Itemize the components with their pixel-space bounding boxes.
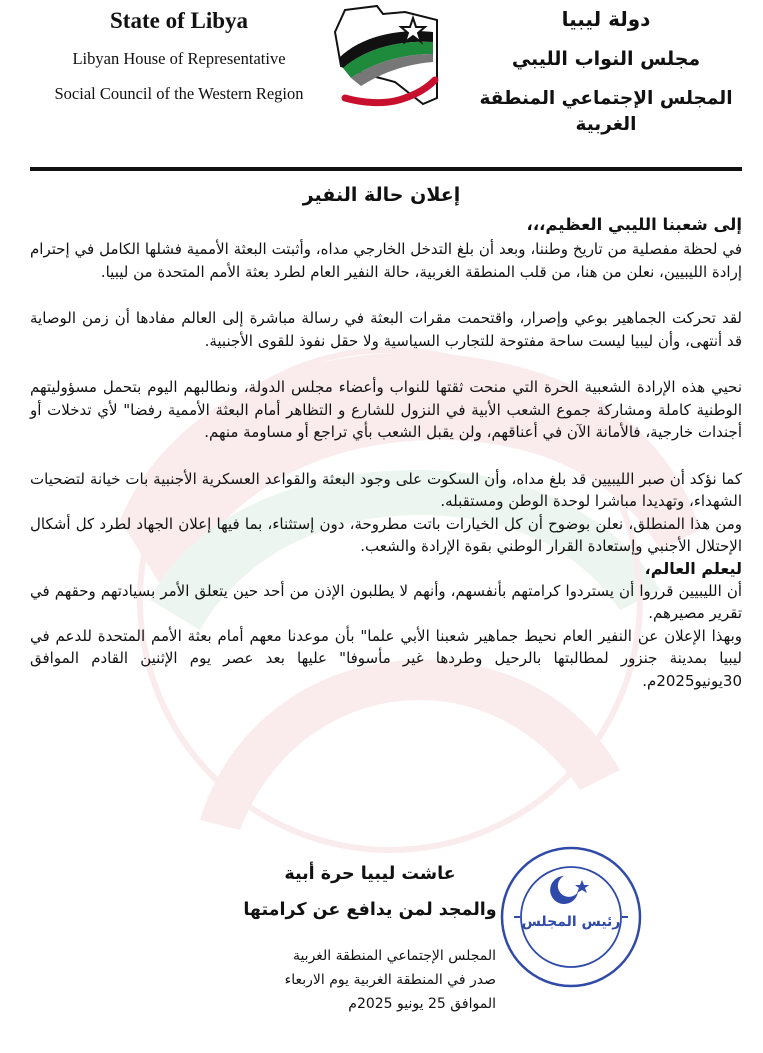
closing-line-1: عاشت ليبيا حرة أبية: [284, 864, 456, 884]
footer-issuer: المجلس الإجتماعي المنطقة الغربية: [292, 948, 496, 964]
paragraph-2: لقد تحركت الجماهير بوعي وإصرار، واقتحمت مقرات البعثة في رسالة مباشرة إلى العالم مفادها أن زمن الوصاية قد أنتهى، وأن ليبيا ليست ساحة مفتوحة للتجارب السياسية ولا حقل نفوذ للقوى الأجنبية.: [30, 309, 742, 350]
document-body: [30, 212, 742, 692]
house-name-ar: مجلس النواب الليبي: [511, 48, 701, 70]
paragraph-3: نحيي هذه الإرادة الشعبية الحرة التي منحت ثقتها للنواب وأعضاء مجلس الدولة، ونطالبهم اليوم بتحمل مسؤوليتهم الوطنية كاملة ومشاركة جموع الشعب الأبية في النزول للشارع و التظاهر أمام البعثة الأممية رفضا" لأي تدخلات أو أجندات خارجية، فالأمانة الآن في أعناقهم، ولن يقبل الشعب بأي تراجع أو مساومة منهم.: [30, 378, 742, 441]
closing-line-2: والمجد لمن يدافع عن كرامتها: [243, 900, 497, 920]
star-icon: [575, 880, 589, 893]
stamp-center-text: رئيس المجلس: [521, 914, 621, 930]
footer-date: الموافق 25 يونيو 2025م: [348, 996, 496, 1012]
paragraph-4: كما نؤكد أن صبر الليبيين قد بلغ مداه، وأن السكوت على وجود البعثة والقواعد العسكرية الأجنبية بات خيانة لتضحيات الشهداء، وتهديدا مباشرا لوحدة الوطن ومستقبله.: [30, 469, 742, 510]
council-name-ar: المجلس الإجتماعي المنطقة الغربية: [479, 88, 733, 135]
document-title: إعلان حالة النفير: [302, 184, 461, 206]
header-english: [14, 6, 344, 105]
house-name-en: Libyan House of Representative: [72, 49, 286, 68]
closing-slogan: [240, 856, 500, 928]
paragraph-1: في لحظة مفصلية من تاريخ وطننا، وبعد أن بلغ التدخل الخارجي مداه، وأثبتت البعثة الأممية فشلها الكامل في إحترام إرادة الليبيين، نعلن من هنا، من قلب المنطقة الغربية، حالة النفير العام لطرد بعثة الأمم المتحدة من ليبيا.: [30, 240, 742, 281]
paragraph-5: ومن هذا المنطلق، نعلن بوضوح أن كل الخيارات باتت مطروحة، دون إستثناء، بما فيها إعلان الجهاد لطرد كل أشكال الإحتلال الأجنبي وإستعادة القرار الوطني بقوة الإرادة والشعب.: [30, 514, 742, 555]
header-divider: [30, 167, 742, 171]
greeting: إلى شعبنا الليبي العظيم،،،: [526, 215, 742, 234]
council-name-en: Social Council of the Western Region: [54, 84, 304, 103]
crescent-icon: [550, 876, 578, 904]
header-arabic: [471, 6, 741, 138]
paragraph-7: وبهذا الإعلان عن النفير العام نحيط جماهير شعبنا الأبي علما" بأن موعدنا معهم أمام بعثة الأمم المتحدة للدعم في ليبيا بمدينة جنزور لمطالبتها بالرحيل وطردها غير مأسوفا" عليها بعد عصر يوم الإثنين القادم الموافق 30يونيو2025م.: [30, 626, 742, 690]
paragraph-6: أن الليبيين قرروا أن يستردوا كرامتهم بأنفسهم، وأنهم لا يطلبون الإذن من أحد حين يتعلق الأمر بسيادتهم وحقهم في تقرير مصيرهم.: [30, 581, 742, 622]
libya-map-flag-emblem-icon: [325, 2, 455, 114]
official-stamp: [498, 844, 644, 990]
footer-issued-where: صدر في المنطقة الغربية يوم الاربعاء: [284, 972, 496, 988]
state-name-ar: دولة ليبيا: [561, 7, 651, 31]
subheading: ليعلم العالم،: [644, 558, 742, 578]
issuance-footer: [246, 944, 496, 1016]
state-name-en: State of Libya: [110, 8, 248, 33]
